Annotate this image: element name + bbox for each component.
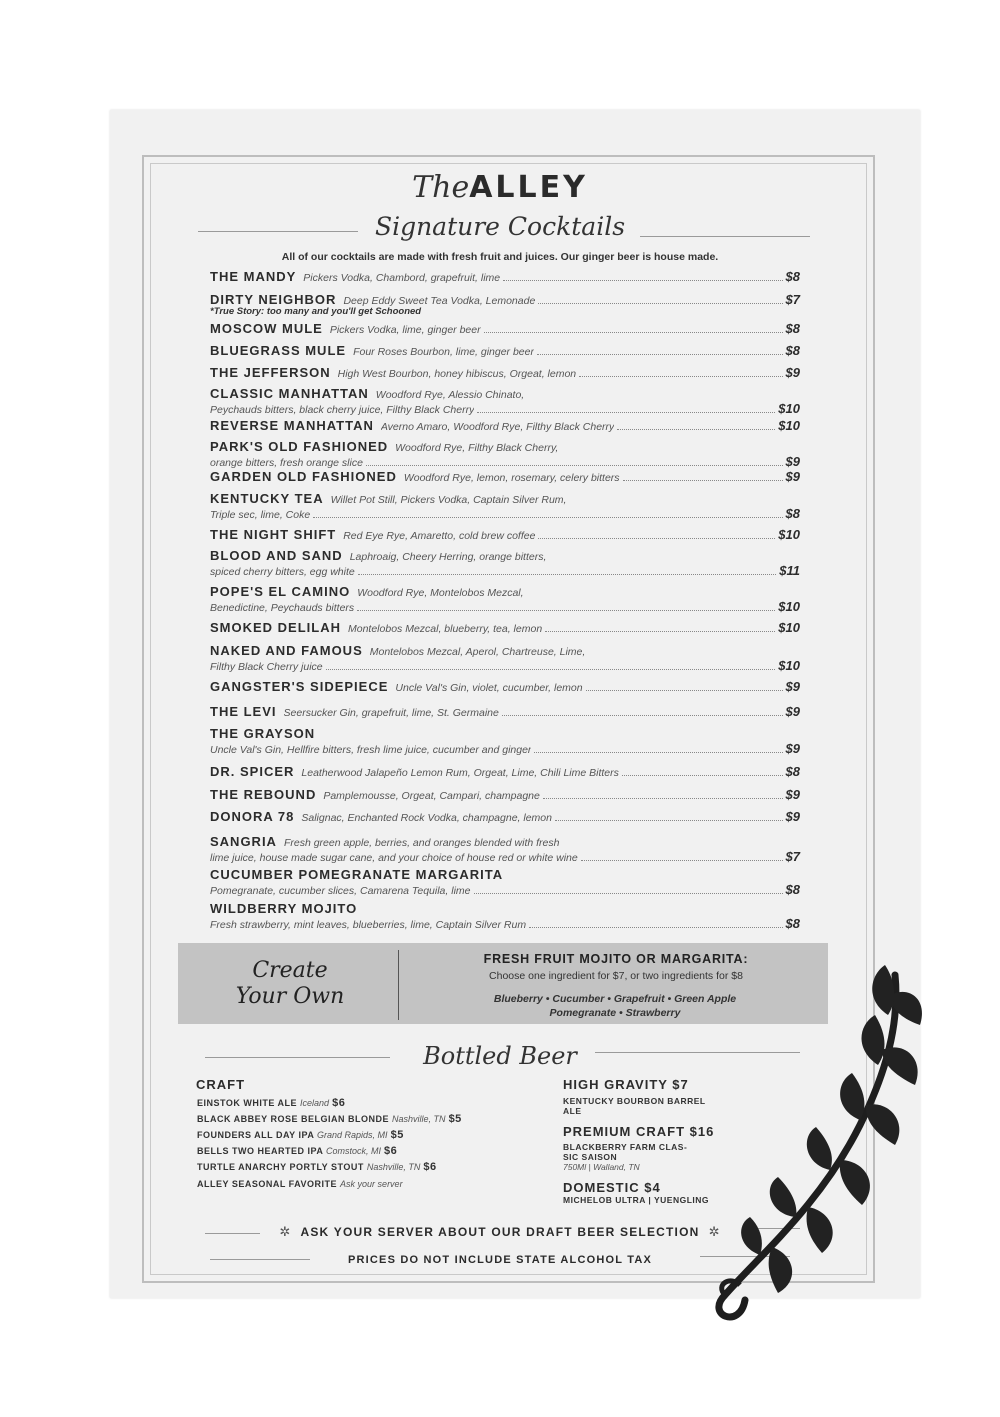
cocktail-name: GARDEN OLD FASHIONED: [210, 469, 397, 484]
cocktail-ingredients-cont: Pomegranate, cucumber slices, Camarena Tequila, lime: [210, 885, 471, 897]
craft-beer-row: [197, 1178, 403, 1190]
cocktail-name: MOSCOW MULE: [210, 321, 323, 336]
cocktail-name: THE LEVI: [210, 704, 277, 719]
cocktail-price: $10: [778, 620, 800, 635]
leader-dots: [538, 303, 782, 304]
cocktail-line: [210, 469, 800, 484]
cocktail-item: [210, 269, 800, 284]
brand-logo: [0, 170, 1000, 205]
cocktail-ingredients: Seersucker Gin, grapefruit, lime, St. Germaine: [283, 707, 499, 719]
cocktail-name: SANGRIA: [210, 834, 277, 849]
high-gravity-heading: HIGH GRAVITY $7: [563, 1077, 689, 1092]
leader-dots: [537, 354, 783, 355]
cocktail-item: [210, 491, 800, 521]
cocktail-ingredients: Pamplemousse, Orgeat, Campari, champagne: [323, 790, 540, 802]
cocktail-line: [210, 343, 800, 358]
signature-cocktails-title: Signature Cocktails: [374, 212, 626, 241]
cocktail-line: [210, 439, 800, 454]
beer-name: BELLS TWO HEARTED IPA: [197, 1146, 323, 1156]
cocktail-name: CUCUMBER POMEGRANATE MARGARITA: [210, 867, 504, 882]
cocktail-line: [210, 764, 800, 779]
leader-dots: [581, 860, 783, 861]
cocktail-item: [210, 704, 800, 719]
cocktail-ingredients: Woodford Rye, lemon, rosemary, celery bitters: [403, 472, 620, 484]
cocktail-name: GANGSTER'S SIDEPIECE: [210, 679, 389, 694]
cocktail-line: [210, 867, 800, 882]
leader-dots: [617, 429, 775, 430]
cocktail-ingredients-cont: Fresh strawberry, mint leaves, blueberries, lime, Captain Silver Rum: [210, 919, 527, 931]
leader-dots: [474, 893, 783, 894]
cocktail-name: KENTUCKY TEA: [210, 491, 324, 506]
cocktail-price: $10: [778, 527, 800, 542]
cocktail-item: [210, 834, 800, 864]
cocktail-ingredients: Averno Amaro, Woodford Rye, Filthy Black Cherry: [380, 421, 615, 433]
leader-dots: [623, 480, 783, 481]
beer-origin: Nashville, TN: [366, 1162, 421, 1172]
cocktail-item: [210, 679, 800, 694]
beer-price: $6: [384, 1145, 398, 1157]
leader-dots: [622, 775, 783, 776]
cocktail-line: [210, 418, 800, 433]
premium-line2: SIC SAISON: [563, 1152, 618, 1162]
cocktail-name: POPE'S EL CAMINO: [210, 584, 351, 599]
leader-dots: [579, 376, 782, 377]
cocktail-ingredients: Woodford Rye, Alessio Chinato,: [375, 389, 525, 401]
premium-craft-heading: PREMIUM CRAFT $16: [563, 1124, 715, 1139]
bottled-beer-title: Bottled Beer: [423, 1042, 577, 1070]
cocktail-price: $7: [785, 292, 800, 307]
cocktail-item: [210, 292, 800, 317]
cocktail-price: $9: [785, 365, 800, 380]
cocktail-ingredients: Montelobos Mezcal, blueberry, tea, lemon: [348, 623, 543, 635]
craft-beer-row: [197, 1161, 437, 1173]
cocktail-ingredients-cont: Triple sec, lime, Coke: [210, 509, 311, 521]
cocktail-price: $10: [778, 599, 800, 614]
cocktail-ingredients: Pickers Vodka, lime, ginger beer: [329, 324, 481, 336]
beer-name: TURTLE ANARCHY PORTLY STOUT: [197, 1162, 364, 1172]
cocktail-ingredients-cont: lime juice, house made sugar cane, and your choice of house red or white wine: [210, 852, 578, 864]
cocktail-line: [210, 401, 800, 416]
brand-name: ALLEY: [469, 170, 588, 205]
cocktail-line: [210, 704, 800, 719]
cocktail-price: $9: [785, 741, 800, 756]
leader-dots: [326, 669, 776, 670]
cocktail-item: [210, 439, 800, 469]
cocktail-item: [210, 643, 800, 673]
cocktail-name: DIRTY NEIGHBOR: [210, 292, 337, 307]
domestic-heading: DOMESTIC $4: [563, 1180, 661, 1195]
leader-dots: [358, 574, 777, 575]
star-icon: ✲: [708, 1224, 721, 1239]
cocktail-line: [210, 679, 800, 694]
cocktail-price: $9: [785, 704, 800, 719]
cocktail-price: $9: [785, 809, 800, 824]
cocktail-price: $9: [785, 454, 800, 469]
create-your-own-line2: Your Own: [235, 984, 345, 1009]
cocktail-name: REVERSE MANHATTAN: [210, 418, 374, 433]
cocktail-ingredients-cont: Uncle Val's Gin, Hellfire bitters, fresh lime juice, cucumber and ginger: [210, 744, 532, 756]
cocktail-price: $7: [785, 849, 800, 864]
cocktail-line: [210, 386, 800, 401]
fresh-fruit-options-line1: Blueberry • Cucumber • Grapefruit • Green Apple: [493, 993, 737, 1005]
beer-name: ALLEY SEASONAL FAVORITE: [197, 1179, 338, 1189]
cocktail-line: [210, 506, 800, 521]
beer-origin: Comstock, MI: [326, 1146, 382, 1156]
cocktail-ingredients: Leatherwood Jalapeño Lemon Rum, Orgeat, Lime, Chili Lime Bitters: [301, 767, 619, 779]
cocktail-price: $8: [785, 269, 800, 284]
cocktail-price: $8: [785, 506, 800, 521]
cocktail-ingredients: High West Bourbon, honey hibiscus, Orgeat, lemon: [337, 368, 577, 380]
cocktail-item: [210, 418, 800, 433]
cocktail-item: [210, 726, 800, 756]
cocktail-ingredients: Deep Eddy Sweet Tea Vodka, Lemonade: [343, 295, 536, 307]
leader-dots: [313, 517, 782, 518]
leader-dots: [357, 610, 775, 611]
high-gravity-line1: KENTUCKY BOURBON BARREL: [563, 1096, 706, 1106]
tax-notice: PRICES DO NOT INCLUDE STATE ALCOHOL TAX: [347, 1254, 653, 1266]
cocktail-line: [210, 599, 800, 614]
cocktail-ingredients-cont: Peychauds bitters, black cherry juice, Filthy Black Cherry: [210, 404, 475, 416]
cocktail-item: [210, 386, 800, 416]
cocktail-line: [210, 882, 800, 897]
cocktail-ingredients: Four Roses Bourbon, lime, ginger beer: [353, 346, 534, 358]
cocktail-price: $11: [779, 563, 800, 578]
cocktail-item: [210, 584, 800, 614]
craft-beer-row: [197, 1129, 404, 1141]
create-your-own-title: [200, 958, 380, 1010]
laurel-branch-icon: [700, 955, 930, 1335]
beer-name: BLACK ABBEY ROSE BELGIAN BLONDE: [197, 1114, 390, 1124]
cocktail-ingredients: Woodford Rye, Montelobos Mezcal,: [357, 587, 524, 599]
cocktail-ingredients: Fresh green apple, berries, and oranges blended with fresh: [283, 837, 560, 849]
brand-the: The: [412, 170, 470, 205]
cocktail-line: [210, 916, 800, 931]
leader-dots: [586, 690, 783, 691]
cocktail-name: THE REBOUND: [210, 787, 317, 802]
create-your-own-line1: Create: [252, 958, 328, 983]
cocktail-name: THE MANDY: [210, 269, 297, 284]
leader-dots: [529, 927, 782, 928]
cocktail-item: [210, 469, 800, 484]
cocktail-ingredients-cont: orange bitters, fresh orange slice: [210, 457, 363, 469]
draft-notice-text: ASK YOUR SERVER ABOUT OUR DRAFT BEER SELECTION: [300, 1225, 700, 1239]
premium-location: 750Ml | Walland, TN: [563, 1162, 640, 1172]
cocktail-name: NAKED AND FAMOUS: [210, 643, 363, 658]
high-gravity-beer: [563, 1096, 706, 1116]
cocktail-ingredients: Woodford Rye, Filthy Black Cherry,: [395, 442, 559, 454]
cocktail-note: *True Story: too many and you'll get Schooned: [210, 306, 422, 317]
cocktail-name: THE GRAYSON: [210, 726, 316, 741]
leader-dots: [503, 280, 782, 281]
cocktail-item: [210, 620, 800, 635]
cocktail-name: DONORA 78: [210, 809, 295, 824]
cocktail-name: WILDBERRY MOJITO: [210, 901, 358, 916]
cocktail-line: [210, 726, 800, 741]
cocktail-ingredients: Salignac, Enchanted Rock Vodka, champagne, lemon: [301, 812, 552, 824]
craft-beer-row: [197, 1145, 397, 1157]
leader-dots: [366, 465, 783, 466]
beer-price: $6: [332, 1097, 346, 1109]
cocktail-item: [210, 343, 800, 358]
cocktail-name: DR. SPICER: [210, 764, 295, 779]
cocktail-ingredients: Uncle Val's Gin, violet, cucumber, lemon: [395, 682, 583, 694]
leader-dots: [543, 798, 783, 799]
cocktail-ingredients: Laphroaig, Cheery Herring, orange bitters,: [349, 551, 547, 563]
beer-price: $5: [448, 1113, 462, 1125]
leader-dots: [484, 332, 783, 333]
cocktail-name: BLUEGRASS MULE: [210, 343, 347, 358]
star-icon: ✲: [279, 1224, 292, 1239]
leader-dots: [477, 412, 775, 413]
cocktail-price: $10: [778, 658, 800, 673]
cocktail-line: [210, 834, 800, 849]
beer-price: $6: [423, 1161, 437, 1173]
cocktail-ingredients-cont: Benedictine, Peychauds bitters: [210, 602, 355, 614]
cocktail-line: [210, 269, 800, 284]
leader-dots: [534, 752, 782, 753]
beer-name: FOUNDERS ALL DAY IPA: [197, 1130, 315, 1140]
cocktail-ingredients: Montelobos Mezcal, Aperol, Chartreuse, Lime,: [369, 646, 586, 658]
cocktail-line: [210, 548, 800, 563]
cocktails-intro: All of our cocktails are made with fresh fruit and juices. Our ginger beer is house made.: [281, 251, 719, 263]
cocktail-price: $9: [785, 787, 800, 802]
cocktail-ingredients-cont: spiced cherry bitters, egg white: [210, 566, 355, 578]
cocktail-item: [210, 527, 800, 542]
craft-heading: CRAFT: [196, 1077, 246, 1092]
craft-beer-row: [197, 1113, 462, 1125]
cocktail-ingredients: Pickers Vodka, Chambord, grapefruit, lime: [303, 272, 501, 284]
cocktail-name: BLOOD AND SAND: [210, 548, 343, 563]
cocktail-name: THE JEFFERSON: [210, 365, 331, 380]
cocktail-line: [210, 563, 800, 578]
cocktail-line: [210, 741, 800, 756]
leader-dots: [545, 631, 775, 632]
cocktail-line: [210, 454, 800, 469]
fresh-fruit-heading: FRESH FRUIT MOJITO OR MARGARITA:: [483, 952, 749, 966]
cocktail-line: [210, 809, 800, 824]
cocktail-item: [210, 548, 800, 578]
cocktail-price: $8: [785, 882, 800, 897]
cocktail-item: [210, 867, 800, 897]
cocktail-price: $9: [785, 679, 800, 694]
cocktail-line: [210, 321, 800, 336]
cocktail-price: $8: [785, 321, 800, 336]
cocktail-item: [210, 321, 800, 336]
beer-price: $5: [390, 1129, 404, 1141]
cocktail-price: $8: [785, 916, 800, 931]
leader-dots: [555, 820, 783, 821]
cocktail-ingredients-cont: Filthy Black Cherry juice: [210, 661, 323, 673]
cocktail-line: [210, 620, 800, 635]
leader-dots: [502, 715, 783, 716]
cocktail-price: $8: [785, 343, 800, 358]
cocktail-name: SMOKED DELILAH: [210, 620, 341, 635]
create-your-own-divider: [398, 950, 399, 1020]
cocktail-ingredients: Red Eye Rye, Amaretto, cold brew coffee: [343, 530, 536, 542]
craft-beer-row: [197, 1097, 345, 1109]
cocktail-line: [210, 787, 800, 802]
cocktail-line: [210, 584, 800, 599]
cocktail-price: $10: [778, 401, 800, 416]
domestic-beers: MICHELOB ULTRA | YUENGLING: [563, 1195, 710, 1205]
cocktail-price: $9: [785, 469, 800, 484]
premium-line1: BLACKBERRY FARM CLAS-: [563, 1142, 688, 1152]
fresh-fruit-options-line2: Pomegranate • Strawberry: [549, 1007, 681, 1019]
cocktail-item: [210, 787, 800, 802]
cocktail-line: [210, 849, 800, 864]
cocktail-name: PARK'S OLD FASHIONED: [210, 439, 389, 454]
leader-dots: [538, 538, 775, 539]
cocktail-line: [210, 365, 800, 380]
cocktail-price: $10: [778, 418, 800, 433]
beer-origin: Nashville, TN: [392, 1114, 446, 1124]
fresh-fruit-pricing: Choose one ingredient for $7, or two ingredients for $8: [489, 970, 743, 982]
beer-name: EINSTOK WHITE ALE: [197, 1098, 298, 1108]
cocktail-item: [210, 809, 800, 824]
cocktail-line: [210, 643, 800, 658]
cocktail-line: [210, 491, 800, 506]
cocktail-line: [210, 658, 800, 673]
premium-craft-beer: [563, 1142, 687, 1172]
cocktail-ingredients: Willet Pot Still, Pickers Vodka, Captain Silver Rum,: [330, 494, 567, 506]
cocktail-line: [210, 292, 800, 307]
cocktail-item: [210, 365, 800, 380]
beer-origin: Ask your server: [340, 1179, 403, 1189]
cocktail-item: [210, 764, 800, 779]
beer-origin: Grand Rapids, MI: [317, 1130, 388, 1140]
high-gravity-line2: ALE: [563, 1106, 582, 1116]
cocktail-name: THE NIGHT SHIFT: [210, 527, 337, 542]
cocktail-line: [210, 901, 800, 916]
cocktail-item: [210, 901, 800, 931]
cocktail-name: CLASSIC MANHATTAN: [210, 386, 369, 401]
cocktail-price: $8: [785, 764, 800, 779]
cocktail-line: [210, 527, 800, 542]
beer-origin: Iceland: [300, 1098, 330, 1108]
